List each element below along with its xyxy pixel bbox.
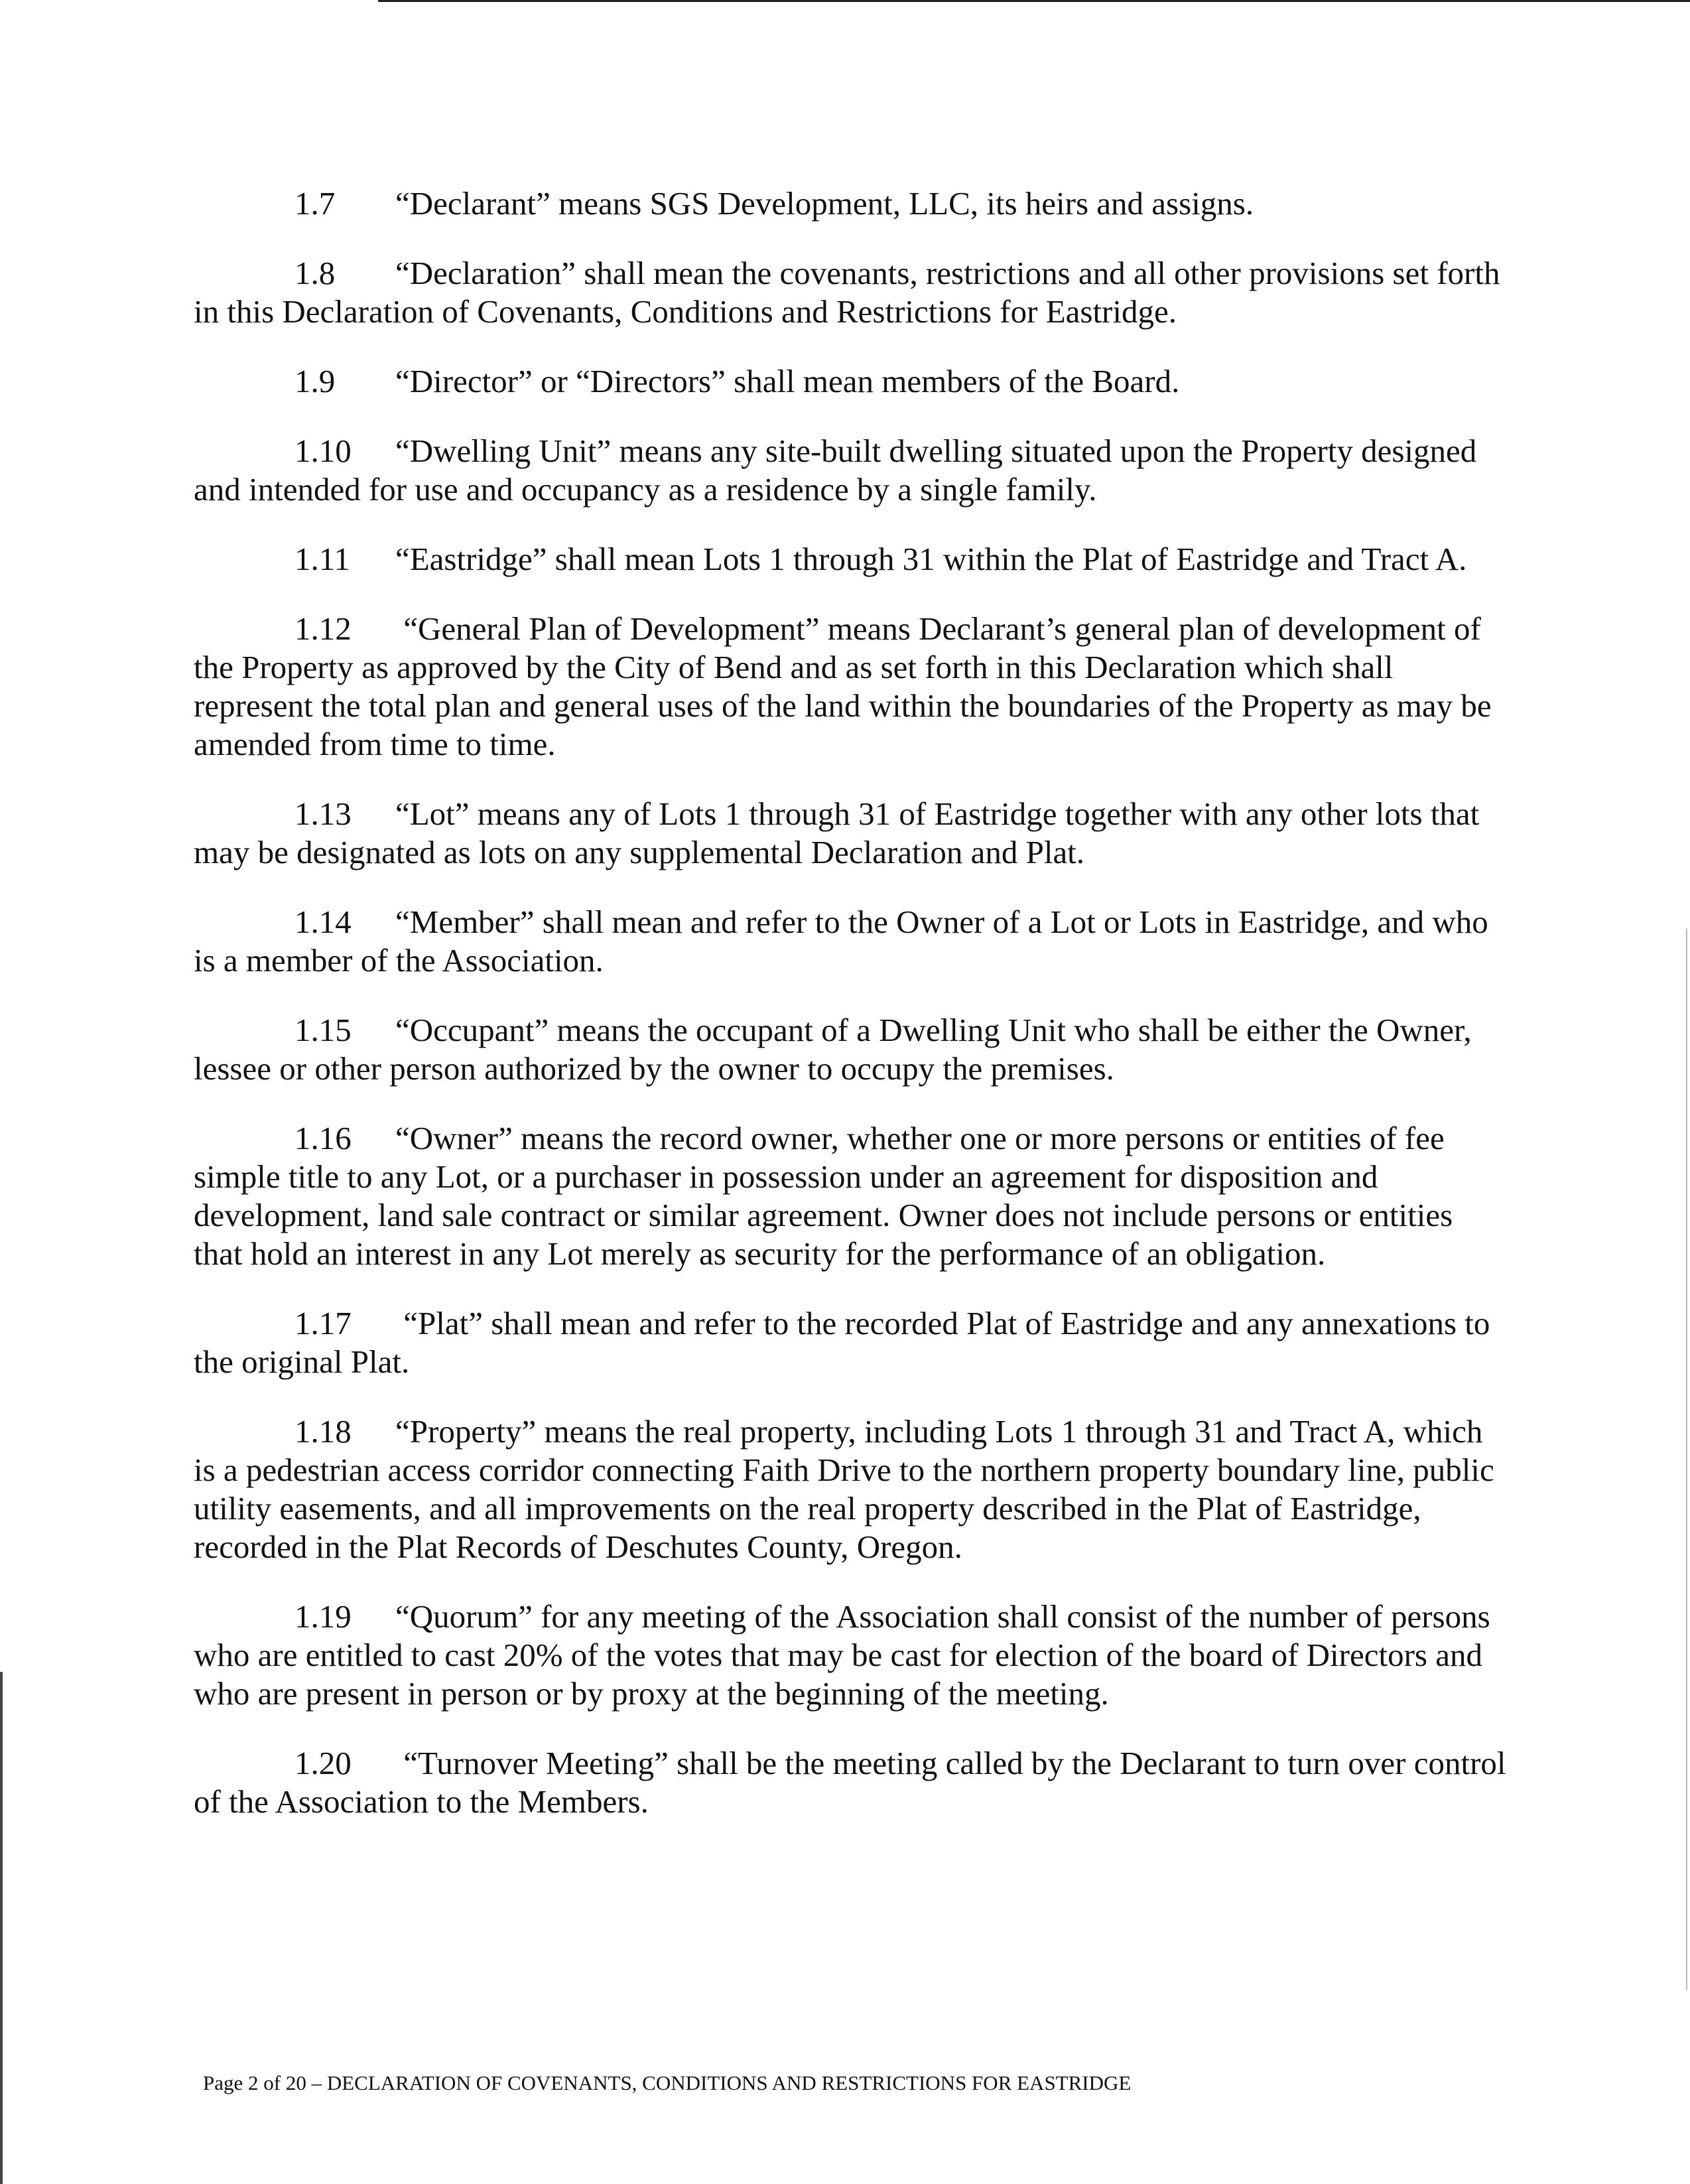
definition-number: 1.9 xyxy=(294,363,336,399)
definition-text: “Lot” means any of Lots 1 through 31 of Eastridge together with any other lots that may be designated as lots on any supplemental Declaration and Plat. xyxy=(194,795,1480,870)
definition-paragraph xyxy=(194,432,1507,509)
definition-number: 1.19 xyxy=(294,1598,352,1635)
scan-edge-right xyxy=(1686,929,1687,1990)
definition-paragraph xyxy=(194,795,1507,872)
definition-text: “Owner” means the record owner, whether one or more persons or entities of fee simple title to any Lot, or a purchaser in possession under an agreement for disposition and development, land sale contract or similar agreement. Owner does not include persons or entities that hold an interest in any Lot merely as security for the performance of an obligation. xyxy=(194,1120,1453,1272)
definition-number: 1.13 xyxy=(294,795,352,832)
definition-paragraph xyxy=(194,254,1507,331)
definition-paragraph xyxy=(194,362,1507,401)
page-footer xyxy=(203,2071,1131,2095)
definition-number: 1.15 xyxy=(294,1012,352,1048)
definition-text: “Occupant” means the occupant of a Dwelling Unit who shall be either the Owner, lessee or other person authorized by the owner to occupy the premises. xyxy=(194,1012,1472,1087)
definition-text: “Plat” shall mean and refer to the recorded Plat of Eastridge and any annexations to the original Plat. xyxy=(194,1305,1490,1380)
definition-number: 1.20 xyxy=(294,1745,352,1781)
definition-number: 1.11 xyxy=(294,541,350,577)
definition-text: “Declarant” means SGS Development, LLC, its heirs and assigns. xyxy=(395,185,1254,222)
definition-number: 1.18 xyxy=(294,1413,352,1450)
definition-text: “Quorum” for any meeting of the Association shall consist of the number of persons who are entitled to cast 20% of the votes that may be cast for election of the board of Directors and who are present in person or by proxy at the beginning of the meeting. xyxy=(194,1598,1490,1712)
definition-text: “Dwelling Unit” means any site-built dwelling situated upon the Property designed and intended for use and occupancy as a residence by a single family. xyxy=(194,433,1477,508)
definition-paragraph xyxy=(194,1119,1507,1273)
definition-paragraph xyxy=(194,540,1507,579)
footer-document-title: DECLARATION OF COVENANTS, CONDITIONS AND RESTRICTIONS FOR EASTRIDGE xyxy=(326,2071,1132,2094)
definition-text: “Eastridge” shall mean Lots 1 through 31 within the Plat of Eastridge and Tract A. xyxy=(395,541,1467,577)
definition-number: 1.14 xyxy=(294,904,352,940)
definition-number: 1.10 xyxy=(294,433,352,469)
definition-number: 1.17 xyxy=(294,1305,352,1341)
definition-text: “Director” or “Directors” shall mean members of the Board. xyxy=(395,363,1180,399)
definition-number: 1.16 xyxy=(294,1120,352,1156)
definition-paragraph xyxy=(194,1598,1507,1713)
definition-text: “General Plan of Development” means Declarant’s general plan of development of the Property as approved by the City of Bend and as set forth in this Declaration which shall represent the total plan and general uses of the land within the boundaries of the Property as may be amended from time to time. xyxy=(194,610,1492,762)
definition-text: “Turnover Meeting” shall be the meeting called by the Declarant to turn over control of the Association to the Members. xyxy=(194,1745,1506,1820)
definition-paragraph xyxy=(194,903,1507,980)
definition-number: 1.8 xyxy=(294,255,336,291)
definition-paragraph xyxy=(194,610,1507,764)
page-number: Page 2 of 20 xyxy=(203,2071,306,2094)
scan-edge-left xyxy=(0,1672,3,2184)
definition-paragraph xyxy=(194,1011,1507,1088)
definition-text: “Declaration” shall mean the covenants, restrictions and all other provisions set forth in this Declaration of Covenants, Conditions and Restrictions for Eastridge. xyxy=(194,255,1500,330)
definition-paragraph xyxy=(194,1304,1507,1381)
definition-number: 1.7 xyxy=(294,185,336,222)
footer-separator: – xyxy=(306,2071,327,2094)
definition-paragraph xyxy=(194,1412,1507,1566)
definition-paragraph xyxy=(194,184,1507,223)
definition-text: “Property” means the real property, including Lots 1 through 31 and Tract A, which is a pedestrian access corridor connecting Faith Drive to the northern property boundary line, public utility easements, and all improvements on the real property described in the Plat of Eastridge, recorded in the Plat Records of Deschutes County, Oregon. xyxy=(194,1413,1494,1565)
scan-edge-top xyxy=(378,0,1690,2)
definitions-list xyxy=(194,184,1507,1852)
definition-number: 1.12 xyxy=(294,610,352,647)
definition-paragraph xyxy=(194,1744,1507,1821)
definition-text: “Member” shall mean and refer to the Owner of a Lot or Lots in Eastridge, and who is a member of the Association. xyxy=(194,904,1488,979)
